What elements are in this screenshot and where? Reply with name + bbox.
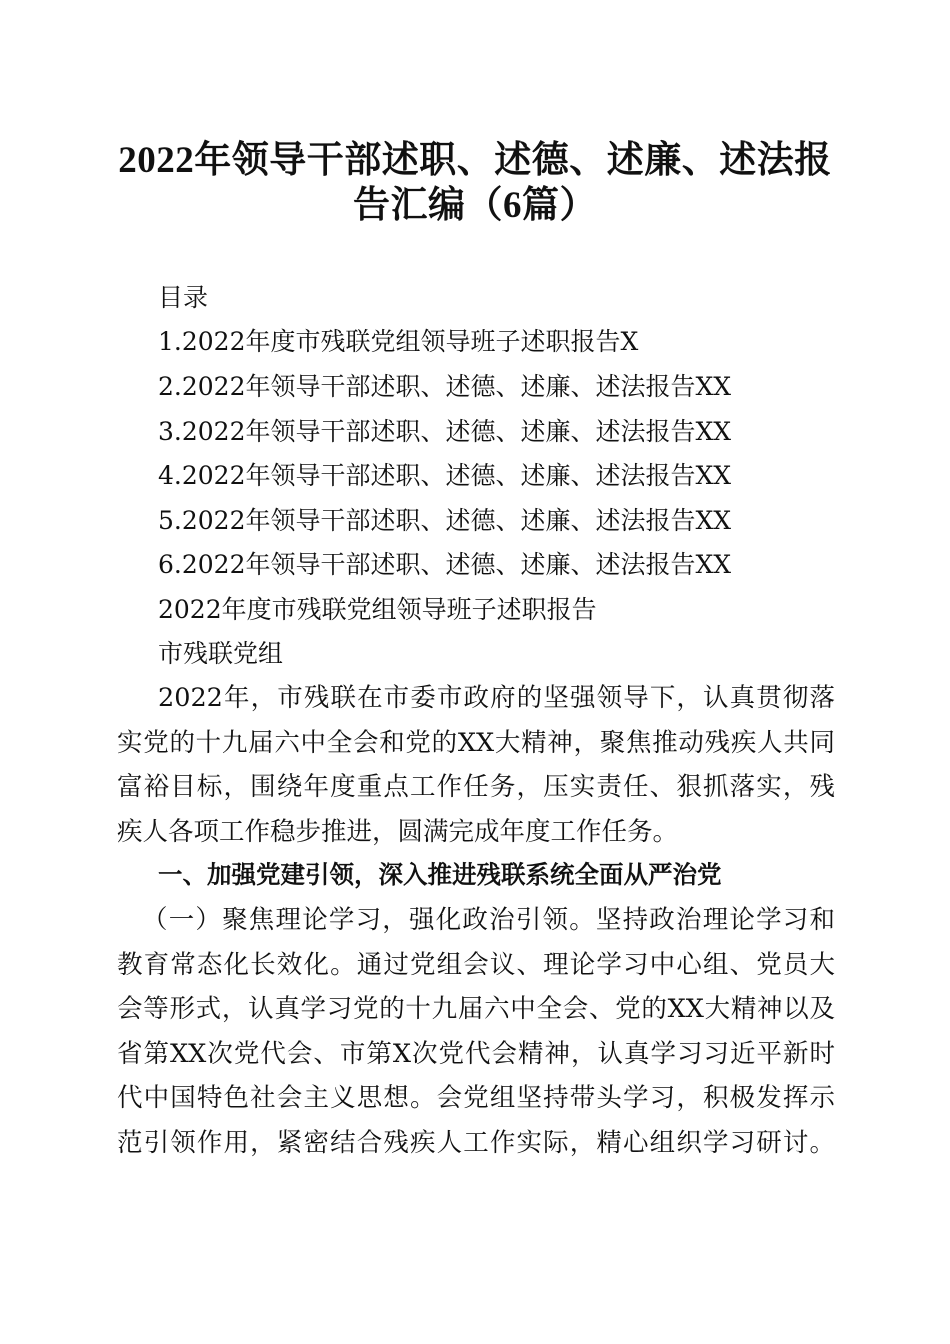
intro-line: 疾人各项工作稳步推进，圆满完成年度工作任务。 bbox=[117, 816, 679, 847]
section-1-line: （一）聚焦理论学习，强化政治引领。坚持政治理论学习和 bbox=[142, 905, 835, 935]
intro-line: 2022年，市残联在市委市政府的坚强领导下，认真贯彻落 bbox=[158, 683, 835, 713]
intro-line: 实党的十九届六中全会和党的XX大精神，聚焦推动残疾人共同 bbox=[117, 727, 835, 758]
toc-item-5: 5.2022年领导干部述职、述德、述廉、述法报告XX bbox=[158, 506, 732, 535]
toc-item-1: 1.2022年度市残联党组领导班子述职报告X bbox=[158, 327, 639, 356]
section-1-line: 范引领作用，紧密结合残疾人工作实际，精心组织学习研讨。 bbox=[117, 1127, 835, 1158]
section-1-line: 代中国特色社会主义思想。会党组坚持带头学习，积极发挥示 bbox=[117, 1083, 835, 1114]
report-author: 市残联党组 bbox=[158, 639, 284, 668]
title-line-1: 2022年领导干部述职、述德、述廉、述法报 bbox=[118, 140, 832, 181]
section-1-paragraph bbox=[117, 898, 835, 1166]
title-line-2: 告汇编（6篇） bbox=[353, 185, 597, 226]
section-1-line: 教育常态化长效化。通过党组会议、理论学习中心组、党员大 bbox=[117, 949, 835, 980]
section-1-line: 会等形式，认真学习党的十九届六中全会、党的XX大精神以及 bbox=[117, 994, 835, 1025]
intro-line: 富裕目标，围绕年度重点工作任务，压实责任、狠抓落实，残 bbox=[117, 772, 835, 803]
toc-item-2: 2.2022年领导干部述职、述德、述廉、述法报告XX bbox=[158, 372, 732, 401]
report-title: 2022年度市残联党组领导班子述职报告 bbox=[158, 595, 597, 624]
intro-paragraph bbox=[117, 676, 835, 854]
toc-item-4: 4.2022年领导干部述职、述德、述廉、述法报告XX bbox=[158, 461, 732, 490]
toc-item-6: 6.2022年领导干部述职、述德、述廉、述法报告XX bbox=[158, 550, 732, 579]
section-1-heading: 一、加强党建引领，深入推进残联系统全面从严治党 bbox=[158, 860, 722, 889]
document-title bbox=[100, 138, 850, 228]
toc-label: 目录 bbox=[158, 283, 209, 312]
section-1-line: 省第XX次党代会、市第X次党代会精神，认真学习习近平新时 bbox=[117, 1038, 835, 1069]
toc-item-3: 3.2022年领导干部述职、述德、述廉、述法报告XX bbox=[158, 417, 732, 446]
